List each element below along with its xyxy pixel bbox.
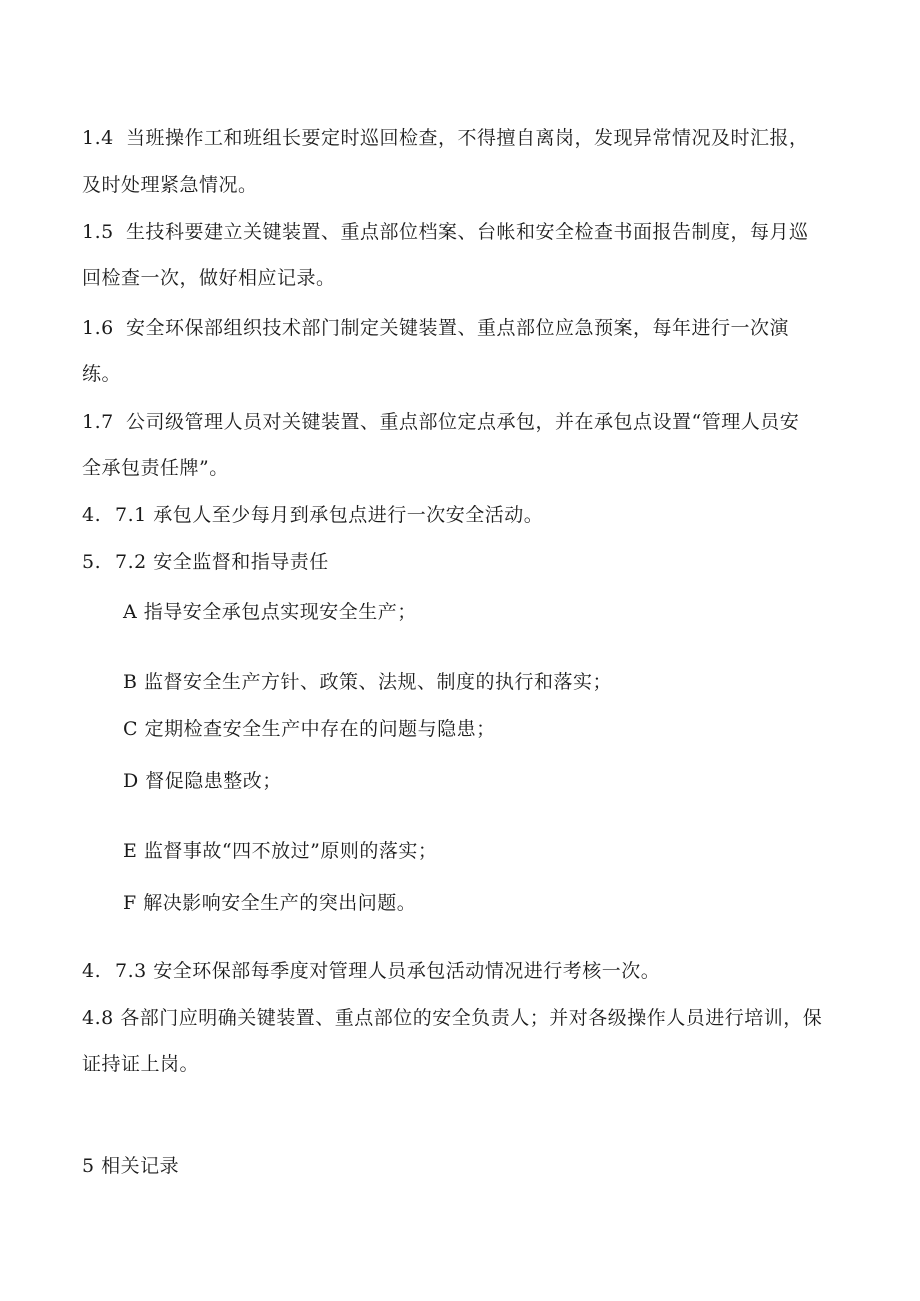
item-text: 生技科要建立关键装置、重点部位档案、台帐和安全检查书面报告制度，每月巡 (126, 221, 809, 243)
item-7-1 (82, 503, 543, 527)
item-prefix: 4. (82, 504, 102, 526)
item-number: 1.6 (82, 317, 114, 339)
item-number: 1.5 (82, 221, 114, 243)
item-number: 1.4 (82, 127, 114, 149)
item-4-8-line1: 4.8 各部门应明确关键装置、重点部位的安全负责人；并对各级操作人员进行培训，保 (82, 1007, 823, 1029)
item-number: 1.7 (82, 411, 114, 433)
item-prefix: 4. (82, 960, 102, 982)
item-text: 安全环保部组织技术部门制定关键装置、重点部位应急预案，每年进行一次演 (126, 317, 790, 339)
subitem-e: E 监督事故“四不放过”原则的落实； (123, 840, 438, 862)
subitem-a: A 指导安全承包点实现安全生产； (123, 601, 417, 623)
item-1-7-line1 (82, 410, 799, 434)
subitem-b: B 监督安全生产方针、政策、法规、制度的执行和落实； (123, 671, 613, 693)
item-1-5-line1 (82, 220, 809, 244)
item-text: 7.3 安全环保部每季度对管理人员承包活动情况进行考核一次。 (115, 960, 661, 982)
item-7-2 (82, 550, 329, 574)
section-5-heading: 5 相关记录 (82, 1155, 180, 1177)
subitem-f: F 解决影响安全生产的突出问题。 (123, 892, 417, 914)
item-text: 公司级管理人员对关键装置、重点部位定点承包，并在承包点设置“管理人员安 (126, 411, 800, 433)
item-1-5-line2: 回检查一次，做好相应记录。 (82, 267, 336, 289)
item-text: 7.1 承包人至少每月到承包点进行一次安全活动。 (115, 504, 544, 526)
item-4-8-line2: 证持证上岗。 (82, 1053, 200, 1075)
item-1-6-line1 (82, 316, 789, 340)
item-1-4-line2: 及时处理紧急情况。 (82, 174, 258, 196)
subitem-c: C 定期检查安全生产中存在的问题与隐患； (123, 718, 496, 740)
subitem-d: D 督促隐患整改； (123, 770, 282, 792)
item-text: 7.2 安全监督和指导责任 (115, 551, 329, 573)
item-1-6-line2: 练。 (82, 363, 122, 385)
item-1-7-line2: 全承包责任牌”。 (82, 457, 229, 479)
item-text: 当班操作工和班组长要定时巡回检查，不得擅自离岗，发现异常情况及时汇报， (126, 127, 809, 149)
item-1-4-line1 (82, 126, 809, 150)
item-prefix: 5. (82, 551, 102, 573)
item-7-3 (82, 959, 660, 983)
